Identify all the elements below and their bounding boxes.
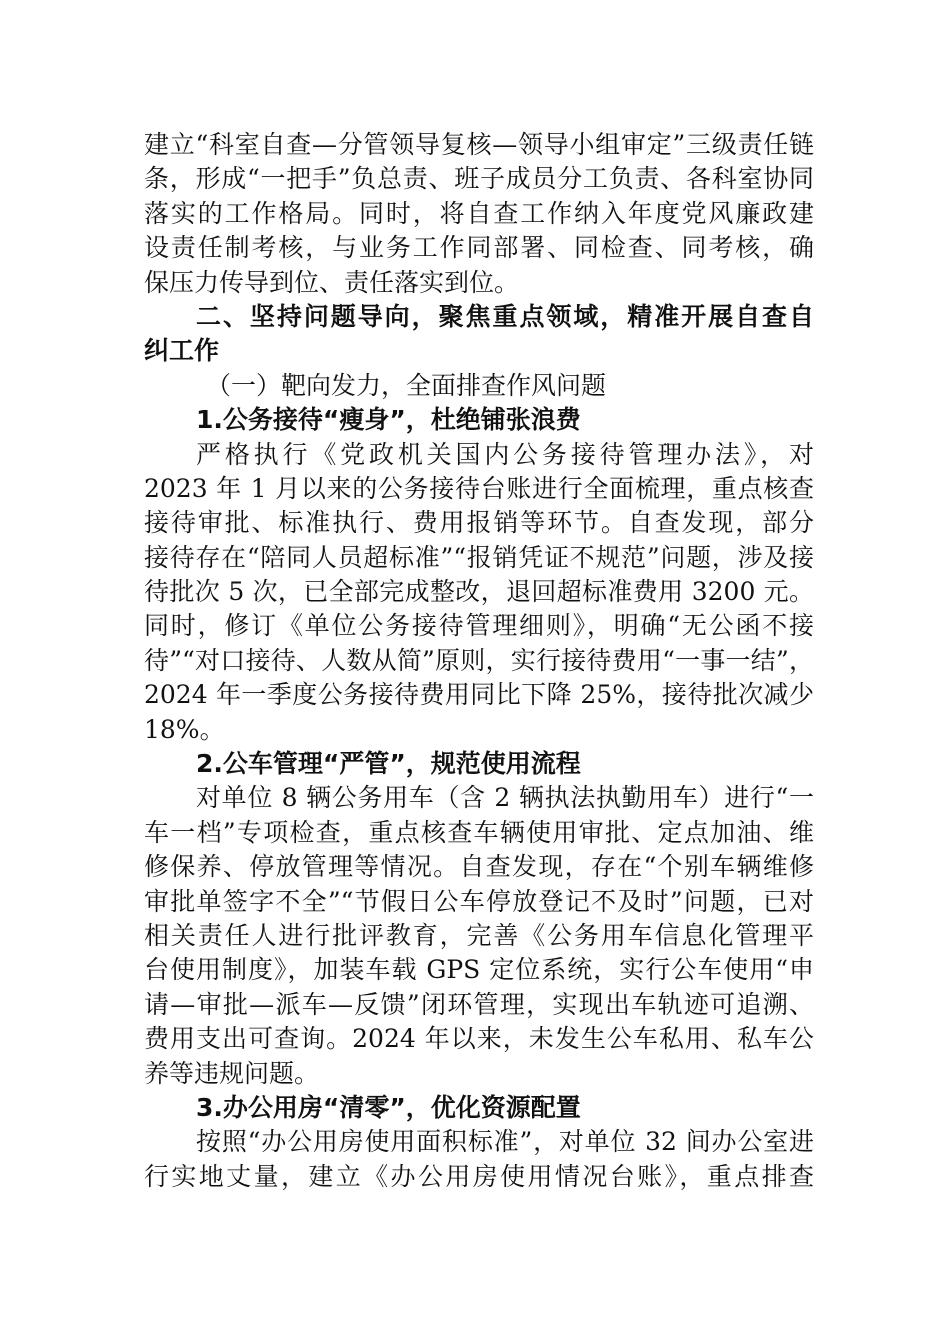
subsection-heading: （一）靶向发力，全面排查作风问题 — [206, 370, 607, 400]
paragraph-line: 接待审批、标准执行、费用报销等环节。自查发现，部分 — [144, 508, 814, 538]
paragraph-line: 接待存在“陪同人员超标准”“报销凭证不规范”问题，涉及接 — [144, 542, 814, 572]
paragraph-line: 修保养、停放管理等情况。自查发现，存在“个别车辆维修 — [144, 852, 814, 882]
paragraph-line: 条，形成“一把手”负总责、班子成员分工负责、各科室协同 — [144, 164, 814, 194]
paragraph-line: 保压力传导到位、责任落实到位。 — [144, 267, 520, 297]
section-heading: 二、坚持问题导向，聚焦重点领域，精准开展自查自 — [196, 301, 814, 331]
paragraph-line: 18%。 — [144, 714, 225, 744]
paragraph-line: 落实的工作格局。同时，将自查工作纳入年度党风廉政建 — [144, 198, 814, 228]
paragraph-line: 待批次 5 次，已全部完成整改，退回超标准费用 3200 元。 — [144, 577, 814, 607]
paragraph-line: 车一档”专项检查，重点核查车辆使用审批、定点加油、维 — [144, 817, 814, 847]
item-heading: 3.办公用房“清零”，优化资源配置 — [196, 1092, 581, 1122]
paragraph-line: 建立“科室自查—分管领导复核—领导小组审定”三级责任链 — [144, 130, 814, 159]
paragraph-line: 设责任制考核，与业务工作同部署、同检查、同考核，确 — [144, 233, 814, 263]
paragraph-line: 相关责任人进行批评教育，完善《公务用车信息化管理平 — [144, 920, 814, 950]
paragraph-line: 请—审批—派车—反馈”闭环管理，实现出车轨迹可追溯、 — [144, 989, 814, 1019]
paragraph-line: 审批单签字不全”“节假日公车停放登记不及时”问题，已对 — [144, 886, 814, 916]
paragraph-line: 2023 年 1 月以来的公务接待台账进行全面梳理，重点核查 — [144, 473, 814, 503]
paragraph-line: 对单位 8 辆公务用车（含 2 辆执法执勤用车）进行“一 — [196, 783, 814, 813]
document-body — [144, 128, 814, 1194]
section-heading-cont: 纠工作 — [144, 336, 220, 366]
paragraph-line: 2024 年一季度公务接待费用同比下降 25%，接待批次减少 — [144, 680, 814, 710]
paragraph-line: 严格执行《党政机关国内公务接待管理办法》，对 — [196, 439, 814, 469]
item-heading: 2.公车管理“严管”，规范使用流程 — [196, 749, 581, 779]
paragraph-line: 行实地丈量，建立《办公用房使用情况台账》，重点排查 — [144, 1161, 814, 1191]
item-heading: 1.公务接待“瘦身”，杜绝铺张浪费 — [196, 405, 581, 435]
paragraph-line: 同时，修订《单位公务接待管理细则》，明确“无公函不接 — [144, 611, 814, 641]
paragraph-line: 待”“对口接待、人数从简”原则，实行接待费用“一事一结”， — [144, 645, 814, 675]
paragraph-line: 台使用制度》，加装车载 GPS 定位系统，实行公车使用“申 — [144, 955, 814, 985]
paragraph-line: 费用支出可查询。2024 年以来，未发生公车私用、私车公 — [144, 1024, 814, 1054]
paragraph-line: 按照“办公用房使用面积标准”，对单位 32 间办公室进 — [196, 1127, 814, 1157]
paragraph-line: 养等违规问题。 — [144, 1058, 320, 1088]
